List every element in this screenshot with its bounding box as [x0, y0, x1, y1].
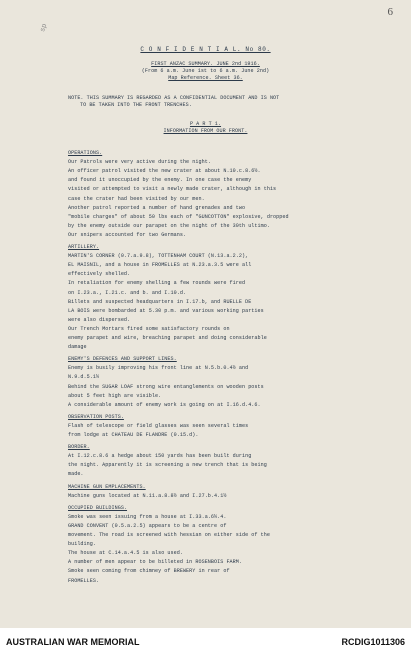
section-heading: OPERATIONS. [68, 150, 103, 156]
doc-title: C O N F I D E N T I A L. No 80. [140, 46, 271, 53]
body-line: MARTIN'S CORNER (0.7.a.9.8), TOTTENHAM COURT (N.13.a.2.2), [68, 253, 249, 260]
section-heading: ARTILLERY. [68, 244, 100, 250]
section-heading: OCCUPIED BUILDINGS. [68, 504, 128, 511]
body-line: FROMELLES. [68, 577, 100, 584]
body-line: Billets and suspected headquarters in I.17.b, and RUELLE DE [68, 298, 252, 305]
body-line: case the crater had been visited by our men. [68, 195, 205, 202]
body-line: "mobile charges" of about 50 lbs each of "GUNCOTTON" explosive, dropped [68, 213, 289, 220]
body-line: about 5 feet high are visible. [68, 392, 162, 399]
body-line: GRAND CONVENT (0.5.a.2.5) appears to be a centre of [68, 522, 227, 529]
body-line: by the enemy outside our parapet on the night of the 30th ultimo. [68, 222, 270, 229]
doc-period: (From 6 a.m. June 1st to 6 a.m. June 2nd) [141, 68, 270, 74]
body-line: made. [68, 471, 84, 478]
body-line: Smoke seen coming from chimney of BREWERY in rear of [68, 568, 230, 575]
body-line: A number of men appear to be billeted in ROSENBOIS FARM. [68, 559, 242, 566]
body-line: building. [68, 541, 96, 548]
body-line: movement. The road is screened with hessian on either side of the [68, 532, 270, 538]
body-line: Enemy is busily improving his front line at N.5.b.0.4½ and [68, 365, 249, 372]
body-line: Flash of telescope or field glasses was seen several times [68, 422, 249, 429]
body-line: the night. Apparently it is screening a new trench that is being [68, 462, 267, 469]
body-line: effectively shelled. [68, 271, 131, 278]
section-heading: MACHINE GUN EMPLACEMENTS. [68, 483, 146, 490]
archive-id: RCDIG1011306 [341, 637, 405, 647]
body-line: At I.12.c.8.6 a hedge about 150 yards has been built during [68, 453, 252, 460]
body-line: Our Patrols were very active during the night. [68, 159, 211, 166]
body-line: were also dispersed. [68, 316, 131, 323]
body-line: Behind the SUGAR LOAF strong wire entanglements on wooden posts [68, 383, 264, 390]
body-line: enemy parapet and wire, breaching parapet and doing considerable [68, 335, 267, 341]
body-line: visited or attempted to visit a newly made crater, although in this [68, 186, 277, 193]
body-line: Our Trench Mortars fired some satisfactory rounds on [68, 325, 230, 332]
body-line: Our snipers accounted for two Germans. [68, 231, 187, 238]
part-heading: P A R T 1. [189, 121, 222, 127]
body-line: and found it unoccupied by the enemy. In one case the enemy [68, 177, 252, 184]
body-line: Another patrol reported a number of hand grenades and two [68, 204, 246, 211]
part-title: INFORMATION FROM OUR FRONT. [163, 128, 248, 134]
body-line: EL MAISNIL, and a house in FROMELLES at N.23.a.3.5 were all [68, 262, 252, 269]
body-line: An officer patrol visited the new crater at about N.10.c.8.6½. [68, 168, 261, 175]
section-heading: OBSERVATION POSTS. [68, 413, 124, 420]
page-number: 6 [387, 6, 393, 18]
body-line: on I.23.a., I.21.c. and b. and I.10.d. [68, 289, 187, 296]
body-line: A considerable amount of enemy work is going on at I.16.d.4.6. [68, 401, 261, 408]
body-line: LA BOIS were bombarded at 5.30 p.m. and various working parties [68, 307, 264, 314]
note-line-2: TO BE TAKEN INTO THE FRONT TRENCHES. [80, 102, 192, 108]
doc-subtitle: FIRST ANZAC SUMMARY. JUNE 2nd 1916. [151, 61, 260, 67]
section-heading: BORDER. [68, 444, 90, 451]
body-line: Machine guns located at N.11.a.8.8½ and I.27.b.4.1½ [68, 492, 227, 499]
archive-footer [0, 628, 411, 654]
corner-mark: sp [39, 22, 50, 34]
body-line: The house at C.14.a.4.5 is also used. [68, 550, 183, 557]
body-line: damage [68, 344, 87, 351]
body-line: In retaliation for enemy shelling a few rounds were fired [68, 280, 246, 287]
section-heading: ENEMY'S DEFENCES AND SUPPORT LINES. [68, 356, 177, 363]
body-line: from lodge at CHATEAU DE FLANDRE (0.15.d). [68, 432, 199, 438]
body-line: N.9.d.5.1½ [68, 374, 100, 381]
archive-name: AUSTRALIAN WAR MEMORIAL [6, 637, 140, 647]
note-line-1: NOTE. THIS SUMMARY IS REGARDED AS A CONFIDENTIAL DOCUMENT AND IS NOT [68, 95, 280, 101]
map-reference: Map Reference. Sheet 36. [168, 75, 243, 81]
body-line: Smoke was seen issuing from a house at I.33.a.6½.4. [68, 513, 227, 520]
